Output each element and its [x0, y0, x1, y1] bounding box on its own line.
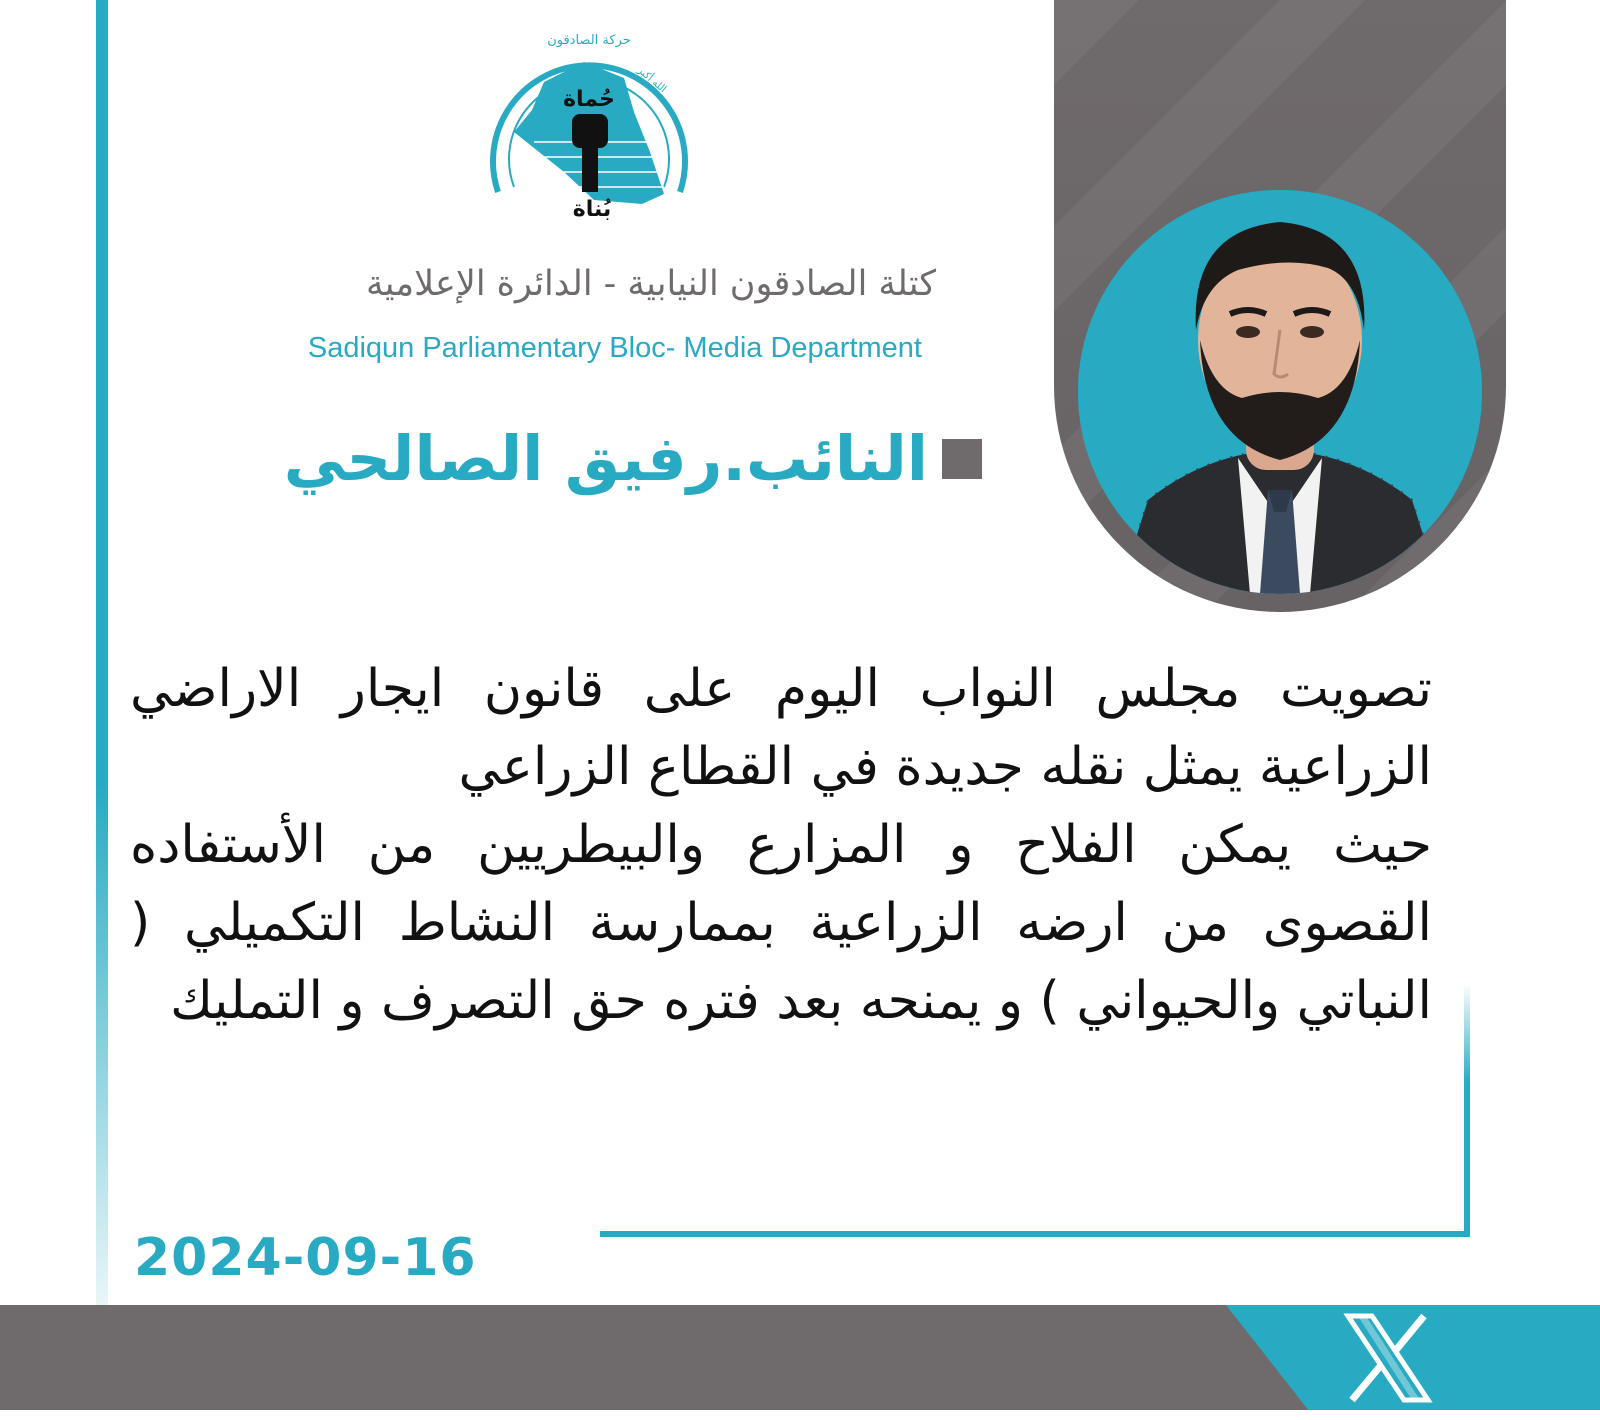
statement-paragraph-2: حيث يمكن الفلاح و المزارع والبيطريين من الأستفاده القصوى من ارضه الزراعية بممارسة النشاط التكميلي ( النباتي والحيواني ) و يمنحه بعد فتره حق التصرف و التمليك [130, 815, 1432, 1031]
svg-text:بُناة: بُناة [572, 197, 612, 222]
x-logo-icon[interactable] [1342, 1312, 1434, 1404]
movement-logo-icon [474, 22, 704, 232]
speaker-name-row [200, 414, 986, 504]
bloc-name-arabic: كتلة الصادقون النيابية - الدائرة الإعلامية [366, 264, 936, 304]
bullet-square-icon [942, 439, 982, 479]
svg-text:حركة الصادقون: حركة الصادقون [547, 33, 631, 48]
speaker-name: النائب.رفيق الصالحي [283, 422, 928, 495]
post-date: 2024-09-16 [134, 1228, 477, 1288]
left-accent-bar [96, 0, 108, 1305]
statement-paragraph-1: تصويت مجلس النواب اليوم على قانون ايجار الاراضي الزراعية يمثل نقله جديدة في القطاع الزراعي [130, 659, 1432, 797]
bloc-name-english: Sadiqun Parliamentary Bloc- Media Department [307, 332, 922, 364]
svg-text:حُماة: حُماة [563, 87, 615, 112]
speaker-portrait-icon [1078, 190, 1482, 594]
speaker-photo [1078, 190, 1482, 594]
statement-text [130, 650, 1432, 1040]
svg-text:الله أكبر: الله أكبر [635, 65, 669, 96]
